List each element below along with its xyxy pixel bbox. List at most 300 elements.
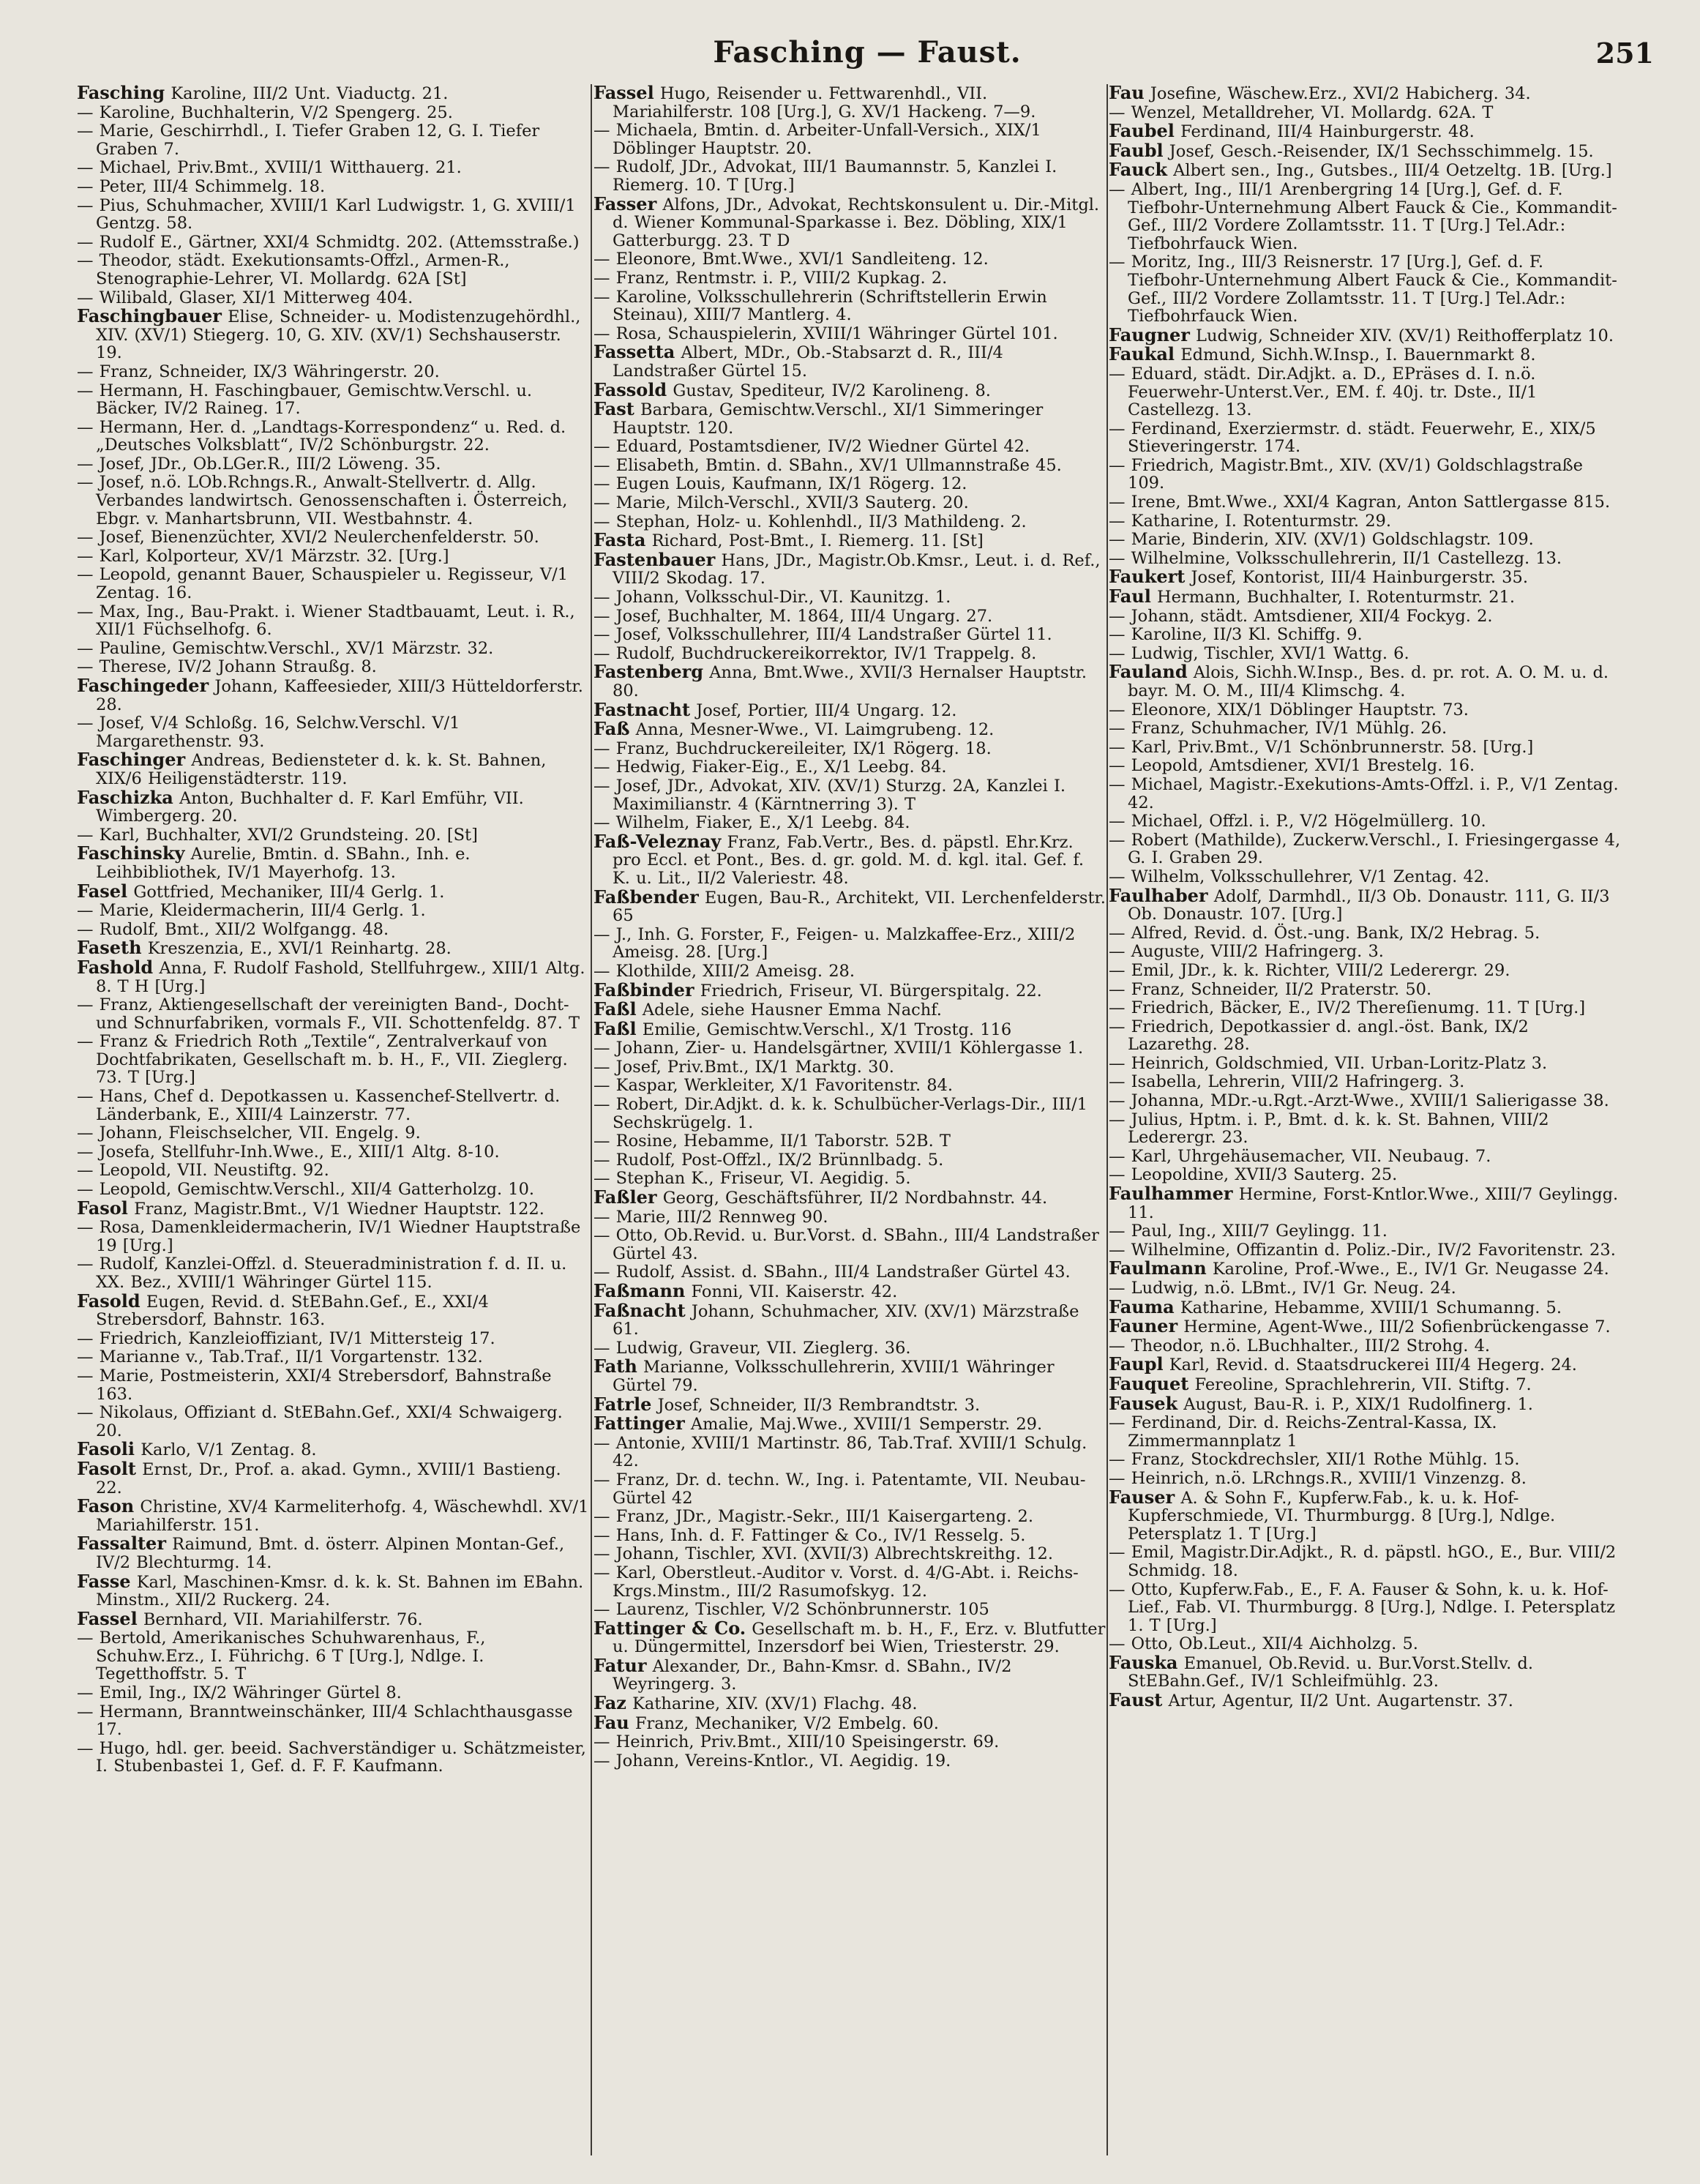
entry-text: Richard, Post-Bmt., I. Riemerg. 11. [St] — [651, 531, 984, 551]
directory-entry — [77, 1684, 589, 1702]
entry-surname: Faseth — [77, 937, 142, 959]
entry-text: — Eduard, Postamtsdiener, IV/2 Wiedner Gürtel 42. — [593, 437, 1030, 457]
directory-entry — [1109, 1295, 1621, 1317]
entry-surname: Faugner — [1109, 324, 1190, 345]
entry-surname: Fastenbauer — [593, 548, 716, 570]
entry-text: — Leopold, Amtsdiener, XVI/1 Brestelg. 16. — [1109, 756, 1475, 776]
entry-text: Albert, MDr., Ob.-Stabsarzt d. R., III/4 Landstraßer Gürtel 15. — [613, 343, 1003, 381]
entry-surname: Fastnacht — [593, 698, 691, 720]
directory-entry — [77, 939, 589, 958]
entry-surname: Faubl — [1109, 139, 1164, 161]
entry-text: Hermine, Agent-Wwe., III/2 Sofienbrückengasse 7. — [1183, 1317, 1611, 1337]
entry-text: — J., Inh. G. Forster, F., Feigen- u. Malzkaffee-Erz., XIII/2 Ameisg. 28. [Urg.] — [593, 924, 1076, 962]
directory-entry — [1109, 512, 1621, 531]
directory-entry — [1109, 1691, 1621, 1710]
entry-text: — Franz & Friedrich Roth „Textile“, Zentralverkauf von Dochtfabrikaten, Gesellschaft m. b. H., F., VII. Zieglerg. 73. T [Urg.] — [77, 1032, 568, 1088]
entry-surname: Fauck — [1109, 159, 1167, 181]
directory-entry — [77, 1197, 589, 1219]
directory-entry — [1109, 1635, 1621, 1653]
directory-entry — [77, 1570, 589, 1610]
directory-entry — [1109, 326, 1621, 345]
directory-entry — [1109, 550, 1621, 568]
entry-text: — Otto, Kupferw.Fab., E., F. A. Fauser & Sohn, k. u. k. Hof-Lief., Fab. VI. Thurmburgg. 8 [Urg.], Ndlge. I. Petersplatz 1. T [Urg.] — [1109, 1579, 1616, 1635]
entry-text: — Leopold, Gemischtw.Verschl., XII/4 Gatterholzg. 10. — [77, 1180, 535, 1200]
entry-text: Adele, siehe Hausner Emma Nachf. — [642, 1001, 942, 1020]
directory-entry — [1109, 1073, 1621, 1091]
directory-entry — [77, 1404, 589, 1440]
entry-text: Katharine, Hebamme, XVIII/1 Schumanng. 5. — [1180, 1298, 1562, 1317]
entry-surname: Faulhaber — [1109, 884, 1208, 906]
entry-surname: Fasser — [593, 192, 657, 214]
directory-entry — [1109, 719, 1621, 738]
directory-entry — [77, 289, 589, 307]
directory-entry — [1109, 493, 1621, 512]
entry-text: — Emil, Magistr.Dir.Adjkt., R. d. päpstl. hGO., E., Bur. VIII/2 Schmidg. 18. — [1109, 1543, 1617, 1580]
directory-entry — [1109, 1185, 1621, 1222]
entry-text: Josef, Portier, III/4 Ungarg. 12. — [696, 700, 957, 720]
entry-text: Josef, Gesch.-Reisender, IX/1 Sechsschimmelg. 15. — [1169, 141, 1594, 161]
entry-text: — Michael, Priv.Bmt., XVIII/1 Witthauerg. 21. — [77, 158, 462, 178]
entry-text: — Ferdinand, Dir. d. Reichs-Zentral-Kassa, IX. Zimmermannplatz 1 — [1109, 1413, 1497, 1451]
entry-text: — Irene, Bmt.Wwe., XXI/4 Kagran, Anton Sattlergasse 815. — [1109, 493, 1611, 512]
entry-text: — Laurenz, Tischler, V/2 Schönbrunnerstr. 105 — [593, 1600, 989, 1620]
entry-text: — Michael, Offzl. i. P., V/2 Högelmüllerg. 10. — [1109, 812, 1486, 831]
entry-surname: Fassetta — [593, 341, 675, 363]
directory-entry — [77, 1219, 589, 1254]
entry-text: — Rosa, Damenkleidermacherin, IV/1 Wiedner Hauptstraße 19 [Urg.] — [77, 1218, 581, 1255]
entry-surname: Faschizka — [77, 786, 173, 808]
directory-entry — [593, 1564, 1106, 1600]
directory-entry — [1109, 1166, 1621, 1184]
entry-text: — Leopoldine, XVII/3 Sauterg. 25. — [1109, 1165, 1398, 1185]
entry-text: Johann, Kaffeesieder, XIII/3 Hütteldorferstr. 28. — [96, 677, 583, 714]
directory-entry — [593, 588, 1106, 607]
directory-entry — [593, 698, 1106, 720]
page-number: 251 — [1595, 37, 1654, 70]
entry-text: — Karl, Kolporteur, XV/1 Märzstr. 32. [Urg.] — [77, 546, 449, 566]
entry-surname: Faßbender — [593, 886, 699, 908]
directory-entry — [593, 531, 1106, 550]
directory-entry — [77, 122, 589, 158]
entry-text: Karoline, Prof.-Wwe., E., IV/1 Gr. Neugasse 24. — [1212, 1260, 1609, 1279]
directory-entry — [593, 548, 1106, 588]
entry-surname: Fason — [77, 1495, 135, 1517]
directory-entry — [593, 250, 1106, 269]
directory-entry — [593, 1694, 1106, 1713]
directory-entry — [593, 1263, 1106, 1282]
entry-surname: Fauser — [1109, 1486, 1175, 1508]
entry-text: — Alfred, Revid. d. Öst.-ung. Bank, IX/2 Hebrag. 5. — [1109, 923, 1540, 943]
directory-entry — [593, 981, 1106, 1001]
entry-text: — Friedrich, Depotkassier d. angl.-öst. Bank, IX/2 Lazarethg. 28. — [1109, 1017, 1529, 1055]
directory-entry — [77, 1535, 589, 1571]
entry-surname: Fau — [593, 1711, 629, 1733]
directory-entry — [77, 1181, 589, 1199]
directory-entry — [593, 1415, 1106, 1434]
entry-text: — Kaspar, Werkleiter, X/1 Favoritenstr. 84. — [593, 1076, 954, 1096]
directory-entry — [77, 178, 589, 196]
entry-surname: Faßnacht — [593, 1299, 686, 1321]
entry-text: — Heinrich, n.ö. LRchngs.R., XVIII/1 Vinzenzg. 8. — [1109, 1468, 1527, 1488]
directory-entry — [593, 1527, 1106, 1545]
directory-entry — [77, 1367, 589, 1403]
entry-text: — Hedwig, Fiaker-Eig., E., X/1 Leebg. 84. — [593, 758, 947, 777]
entry-text: — Eduard, städt. Dir.Adjkt. a. D., EPräses d. I. n.ö. Feuerwehr-Unterst.Ver., EM. f. 40j. tr. Dste., II/1 Castellezg. 13. — [1109, 364, 1538, 420]
entry-surname: Fau — [1109, 84, 1145, 103]
entry-text: Karoline, III/2 Unt. Viaductg. 21. — [171, 84, 449, 103]
directory-entry — [1109, 1092, 1621, 1110]
directory-entry — [593, 1752, 1106, 1770]
entry-surname: Faust — [1109, 1689, 1163, 1711]
directory-entry — [593, 288, 1106, 324]
directory-entry — [593, 814, 1106, 832]
entry-text: Josef, Kontorist, III/4 Hainburgerstr. 35. — [1191, 568, 1528, 588]
entry-surname: Faßl — [593, 998, 637, 1020]
directory-entry — [77, 714, 589, 750]
entry-text: Franz, Magistr.Bmt., V/1 Wiedner Hauptstr. 122. — [134, 1199, 544, 1219]
entry-text: — Julius, Hptm. i. P., Bmt. d. k. k. St. Bahnen, VIII/2 Lederergr. 23. — [1109, 1110, 1549, 1148]
entry-text: — Emil, JDr., k. k. Richter, VIII/2 Lederergr. 29. — [1109, 960, 1510, 980]
entry-text: — Karoline, II/3 Kl. Schiffg. 9. — [1109, 625, 1363, 645]
directory-entry — [593, 1017, 1106, 1039]
entry-text: — Eleonore, XIX/1 Döblinger Hauptstr. 73. — [1109, 700, 1469, 719]
directory-entry — [1109, 1317, 1621, 1336]
entry-text: Hermine, Forst-Kntlor.Wwe., XIII/7 Geylingg. 11. — [1128, 1185, 1619, 1222]
entry-text: — Rudolf, Assist. d. SBahn., III/4 Landstraßer Gürtel 43. — [593, 1263, 1071, 1282]
entry-text: — Josef, JDr., Ob.LGer.R., III/2 Löweng. 35. — [77, 454, 441, 474]
entry-surname: Fasol — [77, 1197, 128, 1219]
directory-entry — [593, 269, 1106, 288]
entry-text: Eugen, Bau-R., Architekt, VII. Lerchenfelderstr. 65 — [613, 888, 1106, 926]
directory-entry — [593, 607, 1106, 626]
entry-text: Ernst, Dr., Prof. a. akad. Gymn., XVIII/1 Bastieng. 22. — [96, 1459, 561, 1497]
entry-surname: Fath — [593, 1355, 637, 1377]
directory-entry — [1109, 1257, 1621, 1279]
directory-entry — [77, 1162, 589, 1180]
entry-text: — Theodor, n.ö. LBuchhalter., III/2 Strohg. 4. — [1109, 1336, 1491, 1355]
entry-text: — Rudolf, Buchdruckereikorrektor, IV/1 Trappelg. 8. — [593, 643, 1037, 663]
entry-text: — Leopold, VII. Neustiftg. 92. — [77, 1161, 329, 1181]
entry-text: Alexander, Dr., Bahn-Kmsr. d. SBahn., IV/2 Weyringerg. 3. — [613, 1656, 1012, 1694]
directory-entry — [1109, 588, 1621, 607]
directory-entry — [593, 1339, 1106, 1358]
directory-columns — [77, 84, 1658, 2155]
directory-entry — [593, 1096, 1106, 1132]
directory-entry — [1109, 738, 1621, 757]
directory-entry — [1109, 1486, 1621, 1544]
entry-text: — Johanna, MDr.-u.Rgt.-Arzt-Wwe., XVIII/1 Salierigasse 38. — [1109, 1091, 1609, 1111]
directory-entry — [1109, 1544, 1621, 1579]
directory-entry — [1109, 1279, 1621, 1298]
directory-entry — [593, 830, 1106, 888]
entry-text: — Friedrich, Bäcker, E., IV/2 Thereſienumg. 11. T [Urg.] — [1109, 998, 1586, 1018]
entry-surname: Faukal — [1109, 343, 1175, 365]
entry-text: — Wenzel, Metalldreher, VI. Mollardg. 62A. T — [1109, 102, 1494, 122]
directory-entry — [593, 998, 1106, 1020]
directory-entry — [1109, 1355, 1621, 1375]
directory-entry — [593, 475, 1106, 493]
directory-entry — [77, 1330, 589, 1348]
directory-entry — [593, 758, 1106, 777]
directory-entry — [77, 677, 589, 714]
directory-entry — [77, 956, 589, 996]
entry-text: Anna, F. Rudolf Fashold, Stellfuhrgew., XIII/1 Altg. 8. T H [Urg.] — [96, 958, 585, 996]
directory-entry — [77, 566, 589, 602]
entry-text: — Karl, Priv.Bmt., V/1 Schönbrunnerstr. 58. [Urg.] — [1109, 737, 1534, 757]
entry-surname: Faß — [593, 718, 630, 740]
entry-text: — Theodor, städt. Exekutionsamts-Offzl., Armen-R., Stenographie-Lehrer, VI. Mollardg. 62A [St] — [77, 251, 510, 288]
entry-text: — Emil, Ing., IX/2 Währinger Gürtel 8. — [77, 1683, 402, 1703]
directory-entry — [1109, 1581, 1621, 1635]
directory-entry — [77, 363, 589, 381]
directory-entry — [593, 1299, 1106, 1339]
entry-surname: Fassel — [77, 1607, 138, 1629]
directory-entry — [1109, 1651, 1621, 1691]
directory-entry — [593, 1654, 1106, 1694]
directory-entry — [593, 84, 1106, 121]
directory-entry — [593, 121, 1106, 157]
directory-entry — [593, 1617, 1106, 1657]
directory-entry — [77, 252, 589, 288]
entry-text: Emanuel, Ob.Revid. u. Bur.Vorst.Stellv. d. StEBahn.Gef., IV/1 Schleifmühlg. 23. — [1128, 1653, 1533, 1691]
directory-entry — [593, 1227, 1106, 1263]
entry-text: — Isabella, Lehrerin, VIII/2 Hafringerg. 3. — [1109, 1072, 1465, 1092]
entry-text: Hermann, Buchhalter, I. Rotenturmstr. 21. — [1157, 588, 1516, 607]
entry-surname: Faul — [1109, 586, 1151, 607]
entry-text: — Robert (Mathilde), Zuckerw.Verschl., I. Friesingergasse 4, G. I. Graben 29. — [1109, 830, 1621, 868]
entry-surname: Fashold — [77, 956, 154, 978]
directory-entry — [77, 1703, 589, 1739]
entry-text: — Michael, Magistr.-Exekutions-Amts-Offzl. i. P., V/1 Zentag. 42. — [1109, 774, 1619, 812]
entry-text: — Karoline, Volksschullehrerin (Schriftstellerin Erwin Steinau), XIII/7 Mantlerg. 4. — [593, 287, 1047, 325]
entry-text: — Franz, Dr. d. techn. W., Ing. i. Patentamte, VII. Neubau-Gürtel 42 — [593, 1470, 1086, 1508]
directory-entry — [593, 378, 1106, 400]
entry-text: Anton, Buchhalter d. F. Karl Emführ, VII. Wimbergerg. 20. — [96, 788, 524, 826]
directory-entry — [1109, 776, 1621, 812]
entry-text: — Franz, Rentmstr. i. P., VIII/2 Kupkag. 2. — [593, 268, 948, 288]
entry-text: — Hermann, Branntweinschänker, III/4 Schlachthausgasse 17. — [77, 1702, 573, 1740]
entry-text: — Marie, Binderin, XIV. (XV/1) Goldschlagstr. 109. — [1109, 530, 1534, 550]
entry-text: — Johann, Fleischselcher, VII. Engelg. 9. — [77, 1123, 421, 1143]
column-3 — [1109, 84, 1621, 2155]
entry-text: — Rosine, Hebamme, II/1 Taborstr. 52B. T — [593, 1132, 951, 1151]
entry-text: Franz, Fab.Vertr., Bes. d. päpstl. Ehr.Krz. pro Eccl. et Pont., Bes. d. gr. gold. M. d. kgl. ital. Gef. f. K. u. Lit., II/2 Valeriestr. 48. — [613, 832, 1085, 888]
directory-entry — [1109, 1337, 1621, 1355]
entry-text: — Marianne v., Tab.Traf., II/1 Vorgartenstr. 132. — [77, 1347, 483, 1367]
directory-entry — [593, 1545, 1106, 1563]
entry-surname: Faschingbauer — [77, 305, 222, 327]
entry-text: Amalie, Maj.Wwe., XVIII/1 Semperstr. 29. — [690, 1415, 1043, 1435]
directory-entry — [593, 1282, 1106, 1301]
directory-entry — [593, 1435, 1106, 1470]
directory-entry — [77, 419, 589, 455]
entry-text: — Marie, Geschirrhdl., I. Tiefer Graben 12, G. I. Tiefer Graben 7. — [77, 121, 540, 159]
entry-text: — Eugen Louis, Kaufmann, IX/1 Rögerg. 12. — [593, 474, 967, 494]
entry-surname: Fatrle — [593, 1393, 652, 1415]
entry-surname: Fassold — [593, 378, 667, 400]
directory-entry — [593, 1393, 1106, 1415]
entry-text: — Josef, n.ö. LOb.Rchngs.R., Anwalt-Stellvertr. d. Allg. Verbandes landwirtsch. Genossenschaften i. Österreich, Ebgr. v. Manhartsbrunn, VII. Westbahnstr. 4. — [77, 473, 568, 528]
entry-text: — Franz, Buchdruckereileiter, IX/1 Rögerg. 18. — [593, 738, 992, 758]
entry-text: — Hermann, Her. d. „Landtags-Korrespondenz“ u. Red. d. „Deutsches Volksblatt“, IV/2 Schönburgstr. 22. — [77, 417, 566, 455]
entry-text: Barbara, Gemischtw.Verschl., XI/1 Simmeringer Hauptstr. 120. — [613, 400, 1044, 438]
entry-text: Albert sen., Ing., Gutsbes., III/4 Oetzeltg. 1B. [Urg.] — [1173, 161, 1612, 181]
entry-surname: Faßmann — [593, 1280, 686, 1301]
directory-entry — [77, 603, 589, 639]
directory-entry — [593, 158, 1106, 194]
entry-text: — Hermann, H. Faschingbauer, Gemischtw.Verschl. u. Bäcker, IV/2 Raineg. 17. — [77, 381, 533, 419]
directory-entry — [1109, 943, 1621, 961]
directory-entry — [77, 307, 589, 362]
directory-entry — [77, 1124, 589, 1143]
entry-text: — Ferdinand, Exerziermstr. d. städt. Feuerwehr, E., XIX/5 Stieveringerstr. 174. — [1109, 419, 1596, 457]
entry-surname: Faßl — [593, 1017, 637, 1039]
entry-text: — Marie, III/2 Rennweg 90. — [593, 1207, 828, 1227]
entry-text: — Johann, Tischler, XVI. (XVII/3) Albrechtskreithg. 12. — [593, 1544, 1053, 1564]
entry-surname: Fausek — [1109, 1392, 1178, 1414]
directory-entry — [1109, 831, 1621, 867]
entry-text: — Hans, Inh. d. F. Fattinger & Co., IV/1 Resselg. 5. — [593, 1525, 1026, 1545]
entry-text: Adolf, Darmhdl., II/3 Ob. Donaustr. 111, G. II/3 Ob. Donaustr. 107. [Urg.] — [1128, 886, 1610, 924]
entry-text: — Rudolf, Bmt., XII/2 Wolfgangg. 48. — [77, 919, 389, 939]
entry-surname: Fattinger — [593, 1413, 685, 1435]
entry-text: — Ludwig, Tischler, XVI/1 Wattg. 6. — [1109, 643, 1409, 663]
directory-entry — [593, 457, 1106, 475]
directory-entry — [77, 880, 589, 902]
entry-text: — Johann, Zier- u. Handelsgärtner, XVIII/1 Köhlergasse 1. — [593, 1039, 1084, 1058]
directory-entry — [1109, 420, 1621, 456]
entry-text: — Robert, Dir.Adjkt. d. k. k. Schulbücher-Verlags-Dir., III/1 Sechskrügelg. 1. — [593, 1095, 1087, 1132]
directory-entry — [1109, 962, 1621, 980]
directory-entry — [77, 1033, 589, 1087]
directory-entry — [593, 1170, 1106, 1188]
entry-text: — Otto, Ob.Revid. u. Bur.Vorst. d. SBahn., III/4 Landstraßer Gürtel 43. — [593, 1226, 1099, 1263]
directory-entry — [1109, 1372, 1621, 1394]
directory-entry — [593, 626, 1106, 644]
directory-entry — [593, 1733, 1106, 1751]
entry-text: — Wilhelmine, Offizantin d. Poliz.-Dir., IV/2 Favoritenstr. 23. — [1109, 1240, 1616, 1260]
directory-entry — [77, 902, 589, 920]
directory-entry — [1109, 701, 1621, 719]
entry-text: A. & Sohn F., Kupferw.Fab., k. u. k. Hof-Kupferschmiede, VI. Thurmburgg. 8 [Urg.], Ndlge. Petersplatz 1. T [Urg.] — [1128, 1488, 1556, 1544]
entry-text: — Rosa, Schauspielerin, XVIII/1 Währinger Gürtel 101. — [593, 324, 1058, 343]
directory-entry — [593, 1058, 1106, 1077]
entry-text: — Ludwig, Graveur, VII. Zieglerg. 36. — [593, 1338, 911, 1358]
entry-text: Ferdinand, III/4 Hainburgerstr. 48. — [1180, 122, 1475, 142]
entry-text: Elise, Schneider- u. Modistenzugehördhl., XIV. (XV/1) Stiegerg. 10, G. XIV. (XV/1) Sechshauserstr. 19. — [96, 307, 581, 363]
entry-text: — Paul, Ing., XIII/7 Geylingg. 11. — [1109, 1222, 1388, 1241]
directory-entry — [77, 159, 589, 177]
entry-surname: Fauner — [1109, 1315, 1178, 1337]
entry-surname: Fauland — [1109, 661, 1188, 683]
directory-entry — [77, 382, 589, 418]
directory-entry — [593, 1471, 1106, 1507]
entry-text: Gottfried, Mechaniker, III/4 Gerlg. 1. — [133, 882, 445, 902]
entry-text: — Bertold, Amerikanisches Schuhwarenhaus, F., Schuhw.Erz., I. Führichg. 6 T [Urg.], Ndlge. I. Tegetthoffstr. 5. T — [77, 1628, 486, 1684]
entry-text: — Max, Ing., Bau-Prakt. i. Wiener Stadtbauamt, Leut. i. R., XII/1 Füchselhofg. 6. — [77, 602, 575, 640]
entry-text: Edmund, Sichh.W.Insp., I. Bauernmarkt 8. — [1180, 345, 1536, 365]
directory-entry — [593, 1039, 1106, 1058]
entry-text: Katharine, XIV. (XV/1) Flachg. 48. — [632, 1694, 918, 1714]
entry-text: — Nikolaus, Offiziant d. StEBahn.Gef., XXI/4 Schwaigerg. 20. — [77, 1403, 563, 1440]
directory-entry — [593, 1151, 1106, 1170]
entry-text: Marianne, Volksschullehrerin, XVIII/1 Währinger Gürtel 79. — [613, 1358, 1055, 1395]
entry-text: — Leopold, genannt Bauer, Schauspieler u. Regisseur, V/1 Zentag. 16. — [77, 565, 569, 603]
entry-text: August, Bau-R. i. P., XIX/1 Rudolfinerg. 1. — [1183, 1394, 1533, 1414]
entry-text: — Michaela, Bmtin. d. Arbeiter-Unfall-Versich., XIX/1 Döblinger Hauptstr. 20. — [593, 121, 1041, 158]
directory-entry — [1109, 884, 1621, 924]
directory-entry — [593, 343, 1106, 380]
directory-entry — [593, 886, 1106, 926]
entry-text: — Wilhelm, Volksschullehrer, V/1 Zentag. 42. — [1109, 867, 1490, 886]
directory-entry — [1109, 1470, 1621, 1488]
entry-text: — Heinrich, Priv.Bmt., XIII/10 Speisingerstr. 69. — [593, 1732, 1000, 1752]
entry-text: — Klothilde, XIII/2 Ameisg. 28. — [593, 961, 855, 981]
entry-text: — Stephan, Holz- u. Kohlenhdl., II/3 Mathildeng. 2. — [593, 512, 1027, 531]
directory-entry — [1109, 1148, 1621, 1166]
directory-entry — [77, 104, 589, 122]
entry-text: Karl, Revid. d. Staatsdruckerei III/4 Hegerg. 24. — [1169, 1355, 1577, 1375]
entry-text: — Josef, Volksschullehrer, III/4 Landstraßer Gürtel 11. — [593, 625, 1052, 645]
directory-entry — [77, 1629, 589, 1683]
entry-text: Franz, Mechaniker, V/2 Embelg. 60. — [634, 1713, 939, 1733]
directory-entry — [77, 474, 589, 528]
entry-text: Karlo, V/1 Zentag. 8. — [141, 1440, 317, 1460]
column-1 — [77, 84, 589, 2155]
entry-surname: Faß-Veleznay — [593, 830, 722, 852]
entry-surname: Fauska — [1109, 1651, 1178, 1673]
entry-text: Johann, Schuhmacher, XIV. (XV/1) Märzstraße 61. — [613, 1301, 1079, 1339]
entry-text: — Franz, Aktiengesellschaft der vereinigten Band-, Docht- und Schnurfabriken, vormals F., VII. Schottenfeldg. 87. T — [77, 995, 580, 1033]
directory-entry — [77, 84, 589, 103]
directory-entry — [77, 197, 589, 233]
directory-entry — [77, 1255, 589, 1291]
directory-entry — [77, 996, 589, 1032]
directory-entry — [593, 645, 1106, 663]
entry-surname: Faschingeder — [77, 675, 209, 696]
entry-text: — Antonie, XVIII/1 Martinstr. 86, Tab.Traf. XVIII/1 Schulg. 42. — [593, 1433, 1087, 1471]
directory-entry — [77, 1457, 589, 1497]
entry-text: — Karl, Uhrgehäusemacher, VII. Neubaug. 7. — [1109, 1146, 1491, 1166]
entry-surname: Faschinger — [77, 749, 186, 771]
directory-entry — [593, 1601, 1106, 1619]
directory-entry — [1109, 568, 1621, 587]
directory-entry — [593, 438, 1106, 456]
directory-entry — [593, 1077, 1106, 1095]
entry-text: Hugo, Reisender u. Fettwarenhdl., VII. Mariahilferstr. 108 [Urg.], G. XV/1 Hackeng. 7—9. — [613, 84, 1036, 121]
entry-text: Eugen, Revid. d. StEBahn.Gef., E., XXI/4 Strebersdorf, Bahnstr. 163. — [96, 1292, 489, 1330]
directory-entry — [1109, 1451, 1621, 1469]
directory-entry — [1109, 104, 1621, 122]
directory-entry — [1109, 181, 1621, 253]
entry-text: Josefine, Wäschew.Erz., XVI/2 Habicherg. 34. — [1150, 84, 1531, 103]
directory-entry — [1109, 365, 1621, 419]
directory-entry — [77, 547, 589, 566]
directory-entry — [1109, 457, 1621, 493]
entry-text: Fonni, VII. Kaiserstr. 42. — [691, 1282, 898, 1301]
entry-text: Hans, JDr., Magistr.Ob.Kmsr., Leut. i. d. Ref., VIII/2 Skodag. 17. — [613, 550, 1101, 588]
entry-text: — Moritz, Ing., III/3 Reisnerstr. 17 [Urg.], Gef. d. F. Tiefbohr-Unternehmung Albert Fauck & Cie., Kommandit-Gef., III/2 Vordere Zollamtsstr. 11. T [Urg.] Tel.Adr.: Tiefbohrfauck Wien. — [1109, 253, 1617, 326]
directory-entry — [593, 494, 1106, 512]
entry-text: Gustav, Spediteur, IV/2 Karolineng. 8. — [673, 381, 991, 400]
directory-entry — [77, 786, 589, 826]
entry-text: — Rudolf, Post-Offzl., IX/2 Brünnlbadg. 5. — [593, 1150, 944, 1170]
entry-surname: Faubel — [1109, 120, 1175, 142]
entry-surname: Faßbinder — [593, 979, 694, 1001]
entry-text: Artur, Agentur, II/2 Unt. Augartenstr. 37. — [1168, 1691, 1513, 1711]
directory-entry — [1109, 161, 1621, 180]
directory-entry — [1109, 122, 1621, 141]
